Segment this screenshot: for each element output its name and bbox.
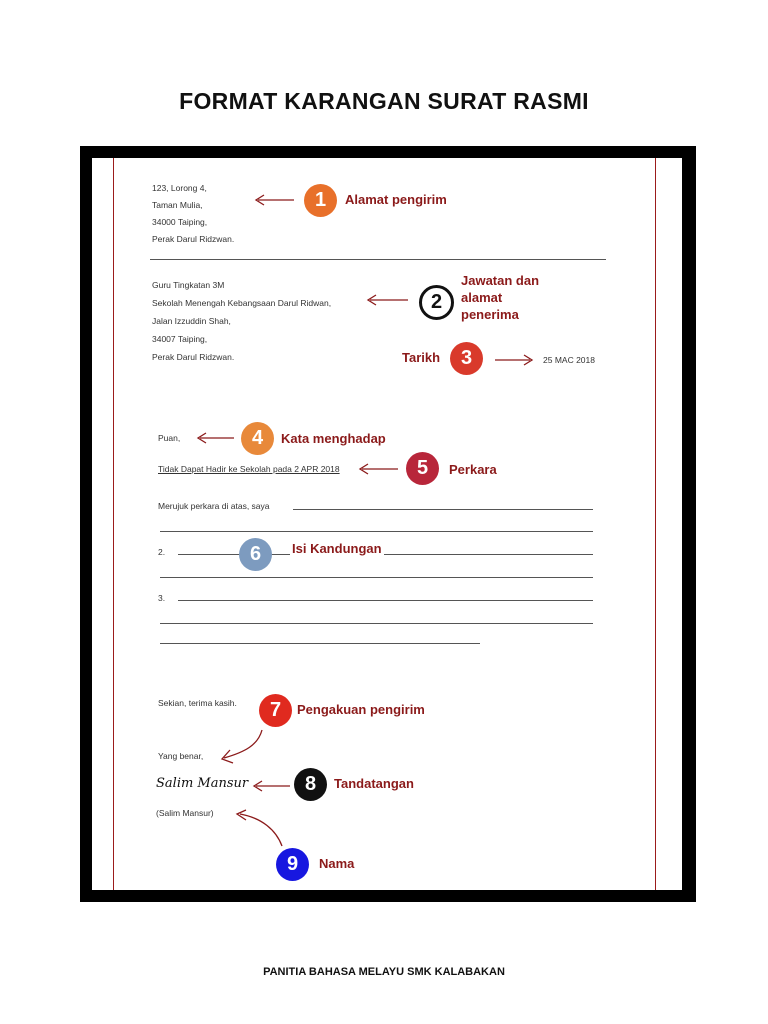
- badge-7: 7: [259, 694, 292, 727]
- label-tarikh: Tarikh: [402, 350, 441, 365]
- label-line: alamat: [461, 290, 503, 305]
- body-line: [293, 509, 593, 510]
- badge-3: 3: [450, 342, 483, 375]
- label-line: Jawatan dan: [461, 273, 540, 288]
- label-perkara: Perkara: [449, 462, 497, 477]
- signature: Salim Mansur: [156, 776, 249, 791]
- body-line: [160, 623, 593, 624]
- recipient-line: 34007 Taiping,: [152, 334, 208, 344]
- badge-1: 1: [304, 184, 337, 217]
- salutation: Puan,: [158, 433, 181, 443]
- recipient-line: Guru Tingkatan 3M: [152, 280, 225, 290]
- label-alamat-pengirim: Alamat pengirim: [345, 192, 447, 207]
- label-tandatangan: Tandatangan: [334, 776, 414, 791]
- body-line: [160, 577, 593, 578]
- arrow-7: [224, 730, 262, 758]
- arrow-9: [240, 814, 282, 846]
- paragraph-3-number: 3.: [158, 593, 166, 603]
- paragraph-2-number: 2.: [158, 547, 166, 557]
- subject-line: Tidak Dapat Hadir ke Sekolah pada 2 APR 2018: [158, 464, 340, 474]
- sender-line: Perak Darul Ridzwan.: [152, 234, 235, 244]
- badge-4: 4: [241, 422, 274, 455]
- badge-6: 6: [239, 538, 272, 571]
- recipient-line: Perak Darul Ridzwan.: [152, 352, 235, 362]
- sender-name: (Salim Mansur): [156, 808, 214, 818]
- recipient-line: Sekolah Menengah Kebangsaan Darul Ridwan,: [152, 298, 332, 308]
- page-footer: PANITIA BAHASA MELAYU SMK KALABAKAN: [263, 966, 505, 978]
- recipient-address: [152, 276, 331, 366]
- label-isi-kandungan: Isi Kandungan: [292, 541, 382, 556]
- closing-text: Sekian, terima kasih.: [158, 698, 237, 708]
- label-jawatan-alamat-penerima: [461, 272, 539, 323]
- badge-8: 8: [294, 768, 327, 801]
- separator-line: [150, 259, 606, 260]
- body-line: [160, 643, 480, 644]
- letter-date: 25 MAC 2018: [543, 355, 595, 365]
- body-opening: Merujuk perkara di atas, saya: [158, 501, 270, 511]
- label-kata-menghadap: Kata menghadap: [281, 431, 386, 446]
- badge-5: 5: [406, 452, 439, 485]
- sender-line: 34000 Taiping,: [152, 217, 208, 227]
- sender-line: Taman Mulia,: [152, 200, 203, 210]
- page-title: FORMAT KARANGAN SURAT RASMI: [179, 88, 589, 114]
- body-line: [160, 531, 593, 532]
- body-line: [178, 600, 593, 601]
- sender-line: 123, Lorong 4,: [152, 183, 207, 193]
- yang-benar: Yang benar,: [158, 751, 204, 761]
- badge-2: 2: [419, 285, 454, 320]
- label-pengakuan-pengirim: Pengakuan pengirim: [297, 702, 425, 717]
- badge-9: 9: [276, 848, 309, 881]
- label-nama: Nama: [319, 856, 355, 871]
- recipient-line: Jalan Izzuddin Shah,: [152, 316, 231, 326]
- sender-address: [152, 180, 234, 248]
- label-line: penerima: [461, 307, 519, 322]
